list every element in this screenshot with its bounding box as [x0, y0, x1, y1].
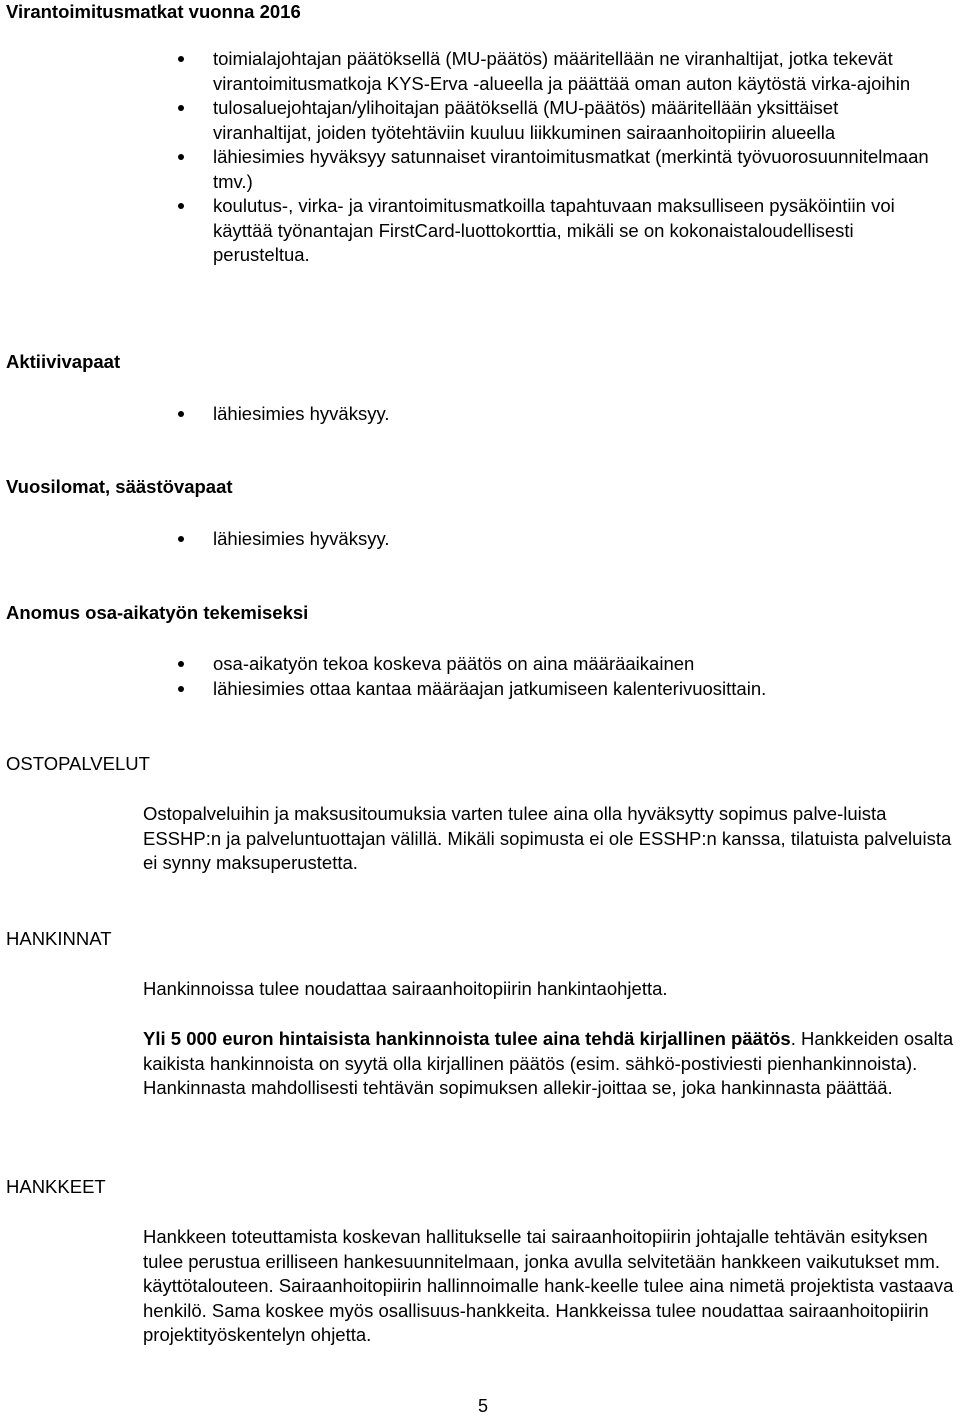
heading-aktiivivapaat: Aktiivivapaat — [6, 351, 121, 372]
list-item-text: lähiesimies hyväksyy satunnaiset virantoimitusmatkat (merkintä työvuorosuunnitelmaan tmv.) — [213, 146, 929, 192]
list-item-text: lähiesimies hyväksyy. — [213, 528, 390, 549]
list-item-text: lähiesimies hyväksyy. — [213, 403, 390, 424]
list-item — [0, 145, 960, 194]
paragraph-hankinnat-details — [143, 1027, 958, 1101]
list-item — [0, 194, 960, 268]
heading-hankinnat: HANKINNAT — [6, 928, 112, 949]
bullet-icon — [178, 686, 184, 692]
page-number: 5 — [477, 1396, 488, 1416]
list-item-text: lähiesimies ottaa kantaa määräajan jatkumiseen kalenterivuosittain. — [213, 677, 767, 699]
bullet-icon — [178, 154, 184, 160]
bullet-icon — [178, 536, 184, 542]
bullet-icon — [178, 203, 184, 209]
heading-ostopalvelut: OSTOPALVELUT — [6, 753, 150, 774]
bullet-icon — [178, 105, 184, 111]
list-item — [0, 677, 960, 702]
list-item-text: toimialajohtajan päätöksellä (MU-päätös) määritellään ne viranhaltijat, jotka tekevät virantoimitusmatkoja KYS-Erva -alueella ja päättää oman auton käytöstä virka-ajoihin — [213, 48, 911, 94]
bullet-icon — [178, 661, 184, 667]
bullet-icon — [178, 56, 184, 62]
list-item — [0, 402, 960, 427]
list-item — [0, 652, 960, 677]
heading-virantoimitusmatkat: Virantoimitusmatkat vuonna 2016 — [6, 1, 301, 22]
list-item — [0, 47, 960, 96]
bold-statement: Yli 5 000 euron hintaisista hankinnoista tulee aina tehdä kirjallinen päätös — [143, 1028, 791, 1049]
list-item-text: osa-aikatyön tekoa koskeva päätös on aina määräaikainen — [213, 653, 695, 674]
paragraph-ostopalvelut: Ostopalveluihin ja maksusitoumuksia varten tulee aina olla hyväksytty sopimus palve-luista ESSHP:n ja palveluntuottajan välillä. Mikäli sopimusta ei ole ESSHP:n kanssa, tilatuista palveluista ei synny maksuperustetta. — [143, 803, 952, 873]
list-item-text: koulutus-, virka- ja virantoimitusmatkoilla tapahtuvaan maksulliseen pysäköintiin voi käyttää työnantajan FirstCard-luottokorttia, mikäli se on kokonaistaloudellisesti perusteltua. — [213, 195, 895, 265]
paragraph-text: . Hankkeiden osalta kaikista hankinnoista on syytä olla kirjallinen päätös (esim. sähkö-postiviesti pienhankinnoista). Hankinnasta mahdollisesti tehtävän sopimuksen allekir-joittaa se, joka hankinnasta päättää. — [143, 1028, 954, 1098]
list-osa-aikatyo — [0, 652, 960, 701]
list-item — [0, 96, 960, 145]
list-vuosilomat — [0, 527, 960, 552]
paragraph-hankkeet: Hankkeen toteuttamista koskevan hallitukselle tai sairaanhoitopiirin johtajalle tehtävän esityksen tulee perustua erilliseen hankesuunnitelmaan, jonka avulla selvitetään hankkeen vaikutukset mm. käyttötalouteen. Sairaanhoitopiirin hallinnoimalle hank-keelle tulee aina nimetä projektista vastaava henkilö. Sama koskee myös osallisuus-hankkeita. Hankkeissa tulee noudattaa sairaanhoitopiirin projektityöskentelyn ohjetta. — [143, 1226, 954, 1345]
list-virantoimitusmatkat — [0, 47, 960, 268]
heading-osa-aikatyo: Anomus osa-aikatyön tekemiseksi — [6, 602, 309, 623]
heading-hankkeet: HANKKEET — [6, 1176, 106, 1197]
list-item-text: tulosaluejohtajan/ylihoitajan päätöksellä (MU-päätös) määritellään yksittäiset viranhaltijat, joiden työtehtäviin kuuluu liikkuminen sairaanhoitopiirin alueella — [213, 97, 839, 143]
list-item — [0, 527, 960, 552]
heading-vuosilomat: Vuosilomat, säästövapaat — [6, 476, 233, 497]
list-aktiivivapaat — [0, 402, 960, 427]
bullet-icon — [178, 411, 184, 417]
paragraph-hankinnat-intro: Hankinnoissa tulee noudattaa sairaanhoitopiirin hankintaohjetta. — [143, 978, 668, 999]
